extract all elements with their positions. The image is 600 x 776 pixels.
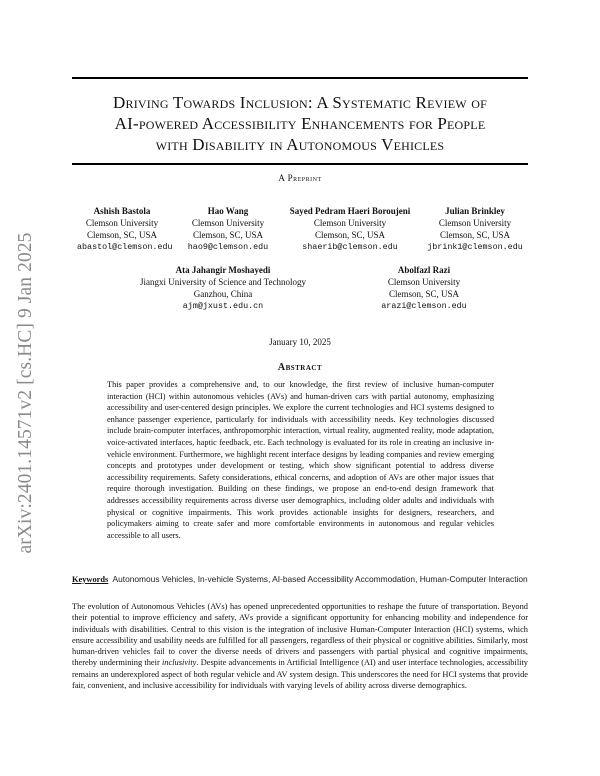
author-location: Clemson, SC, USA [86, 230, 157, 240]
abstract-body: This paper provides a comprehensive and, to our knowledge, the first review of inclusive human-computer interaction (HCI) within autonomous vehicles (AVs) and human-driven cars with partial autonomy, emphasizing accessibility and user-centered design principles. We explore the current technologies and HCI systems designed to enhance passenger experience, particularly for individuals with accessibility needs. Key technologies discussed include brain-computer interfaces, anthropomorphic interaction, virtual reality, augmented reality, mode adaptation, voice-activated interfaces, haptic feedback, etc. Each technology is evaluated for its role in creating an inclusive in-vehicle environment. Furthermore, we highlight recent interface designs by leading companies and review emerging concepts and prototypes under development or testing, which show significant potential to address diverse accessibility requirements. Safety considerations, ethical concerns, and adoption of AVs are other major issues that require thorough investigation. Building on these findings, we propose an end-to-end design framework that addresses accessibility requirements across diverse user demographics, including older adults and individuals with physical or cognitive impairments. This work provides actionable insights for designers, researchers, and policymakers aiming to create safer and more comfortable environments in autonomous and regular vehicles accessible to all users. [107, 380, 494, 540]
author-location: Clemson, SC, USA [314, 230, 385, 240]
author-affiliation: Clemson University [85, 218, 159, 228]
title-bottom-rule [72, 163, 528, 165]
author-email: jbrink1@clemson.edu [427, 242, 523, 252]
abstract-heading: Abstract [277, 362, 323, 373]
author-affiliation: Clemson University [191, 218, 265, 228]
author-email: ajm@jxust.edu.cn [182, 301, 264, 311]
author-block [77, 205, 173, 253]
keywords-label: Keywords [72, 575, 109, 584]
title-top-rule [72, 77, 528, 79]
title-line-1: Driving Towards Inclusion: A Systematic Review of [113, 93, 487, 112]
keywords-text: Autonomous Vehicles, In-vehicle Systems, AI-based Accessibility Accommodation, Human-Computer Interaction [112, 574, 528, 584]
author-email: hao9@clemson.edu [187, 242, 269, 252]
author-block [422, 205, 528, 253]
title-line-3: with Disability in Autonomous Vehicles [155, 135, 445, 154]
author-block [282, 205, 418, 253]
author-location: Clemson, SC, USA [439, 230, 510, 240]
author-email: arazi@clemson.edu [381, 301, 467, 311]
author-affiliation: Clemson University [438, 218, 512, 228]
intro-text-part-2: . Despite advancements in Artificial Intelligence (AI) and user interface technologies, accessibility remains an underexplored aspect of both regular vehicle and AV system design. This underscores the need for HCI systems that provide fair, convenient, and inclusive accessibility for individuals with varying levels of ability across diverse demographics. [72, 658, 528, 691]
author-name: Ashish Bastola [93, 206, 151, 216]
author-block [128, 264, 318, 312]
author-affiliation: Clemson University [313, 218, 387, 228]
author-affiliation: Clemson University [387, 277, 461, 287]
introduction-paragraph [72, 601, 528, 691]
author-block [180, 205, 276, 253]
arxiv-identifier-stamp [13, 211, 39, 575]
author-location: Clemson, SC, USA [388, 289, 459, 299]
paper-title [72, 92, 528, 155]
publication-date: January 10, 2025 [269, 337, 331, 347]
arxiv-stamp-text: arXiv:2401.14571v2 [cs.HC] 9 Jan 2025 [15, 232, 36, 554]
author-location: Clemson, SC, USA [192, 230, 263, 240]
author-email: shaerib@clemson.edu [302, 242, 398, 252]
author-block [372, 264, 476, 312]
keywords-line [72, 574, 528, 585]
author-name: Hao Wang [207, 206, 249, 216]
intro-emphasis: inclusivity [161, 658, 197, 668]
author-affiliation: Jiangxi University of Science and Technology [140, 277, 306, 287]
title-line-2: AI-powered Accessibility Enhancements for People [114, 114, 486, 133]
author-name: Abolfazl Razi [397, 265, 451, 275]
author-location: Ganzhou, China [193, 289, 253, 299]
author-name: Ata Jahangir Moshayedi [175, 265, 271, 275]
author-email: abastol@clemson.edu [77, 242, 173, 252]
author-name: Sayed Pedram Haeri Boroujeni [289, 206, 411, 216]
intro-text-part-1: The evolution of Autonomous Vehicles (AVs) has opened unprecedented opportunities to reshape the future of transportation. Beyond their potential to improve efficiency and safety, AVs provide a significant opportunity for enhancing mobility and independence for individuals with disabilities. Central to this vision is the integration of inclusive Human-Computer Interaction (HCI) systems, which ensure accessibility and usability needs are fulfilled for all passengers, regardless of their physical or cognitive abilities. Similarly, most human-driven vehicles fail to cover the diverse needs of drivers and passengers with partial physical and cognitive impairments, thereby undermining their [72, 602, 528, 668]
preprint-label: A Preprint [278, 173, 322, 183]
author-name: Julian Brinkley [445, 206, 505, 216]
